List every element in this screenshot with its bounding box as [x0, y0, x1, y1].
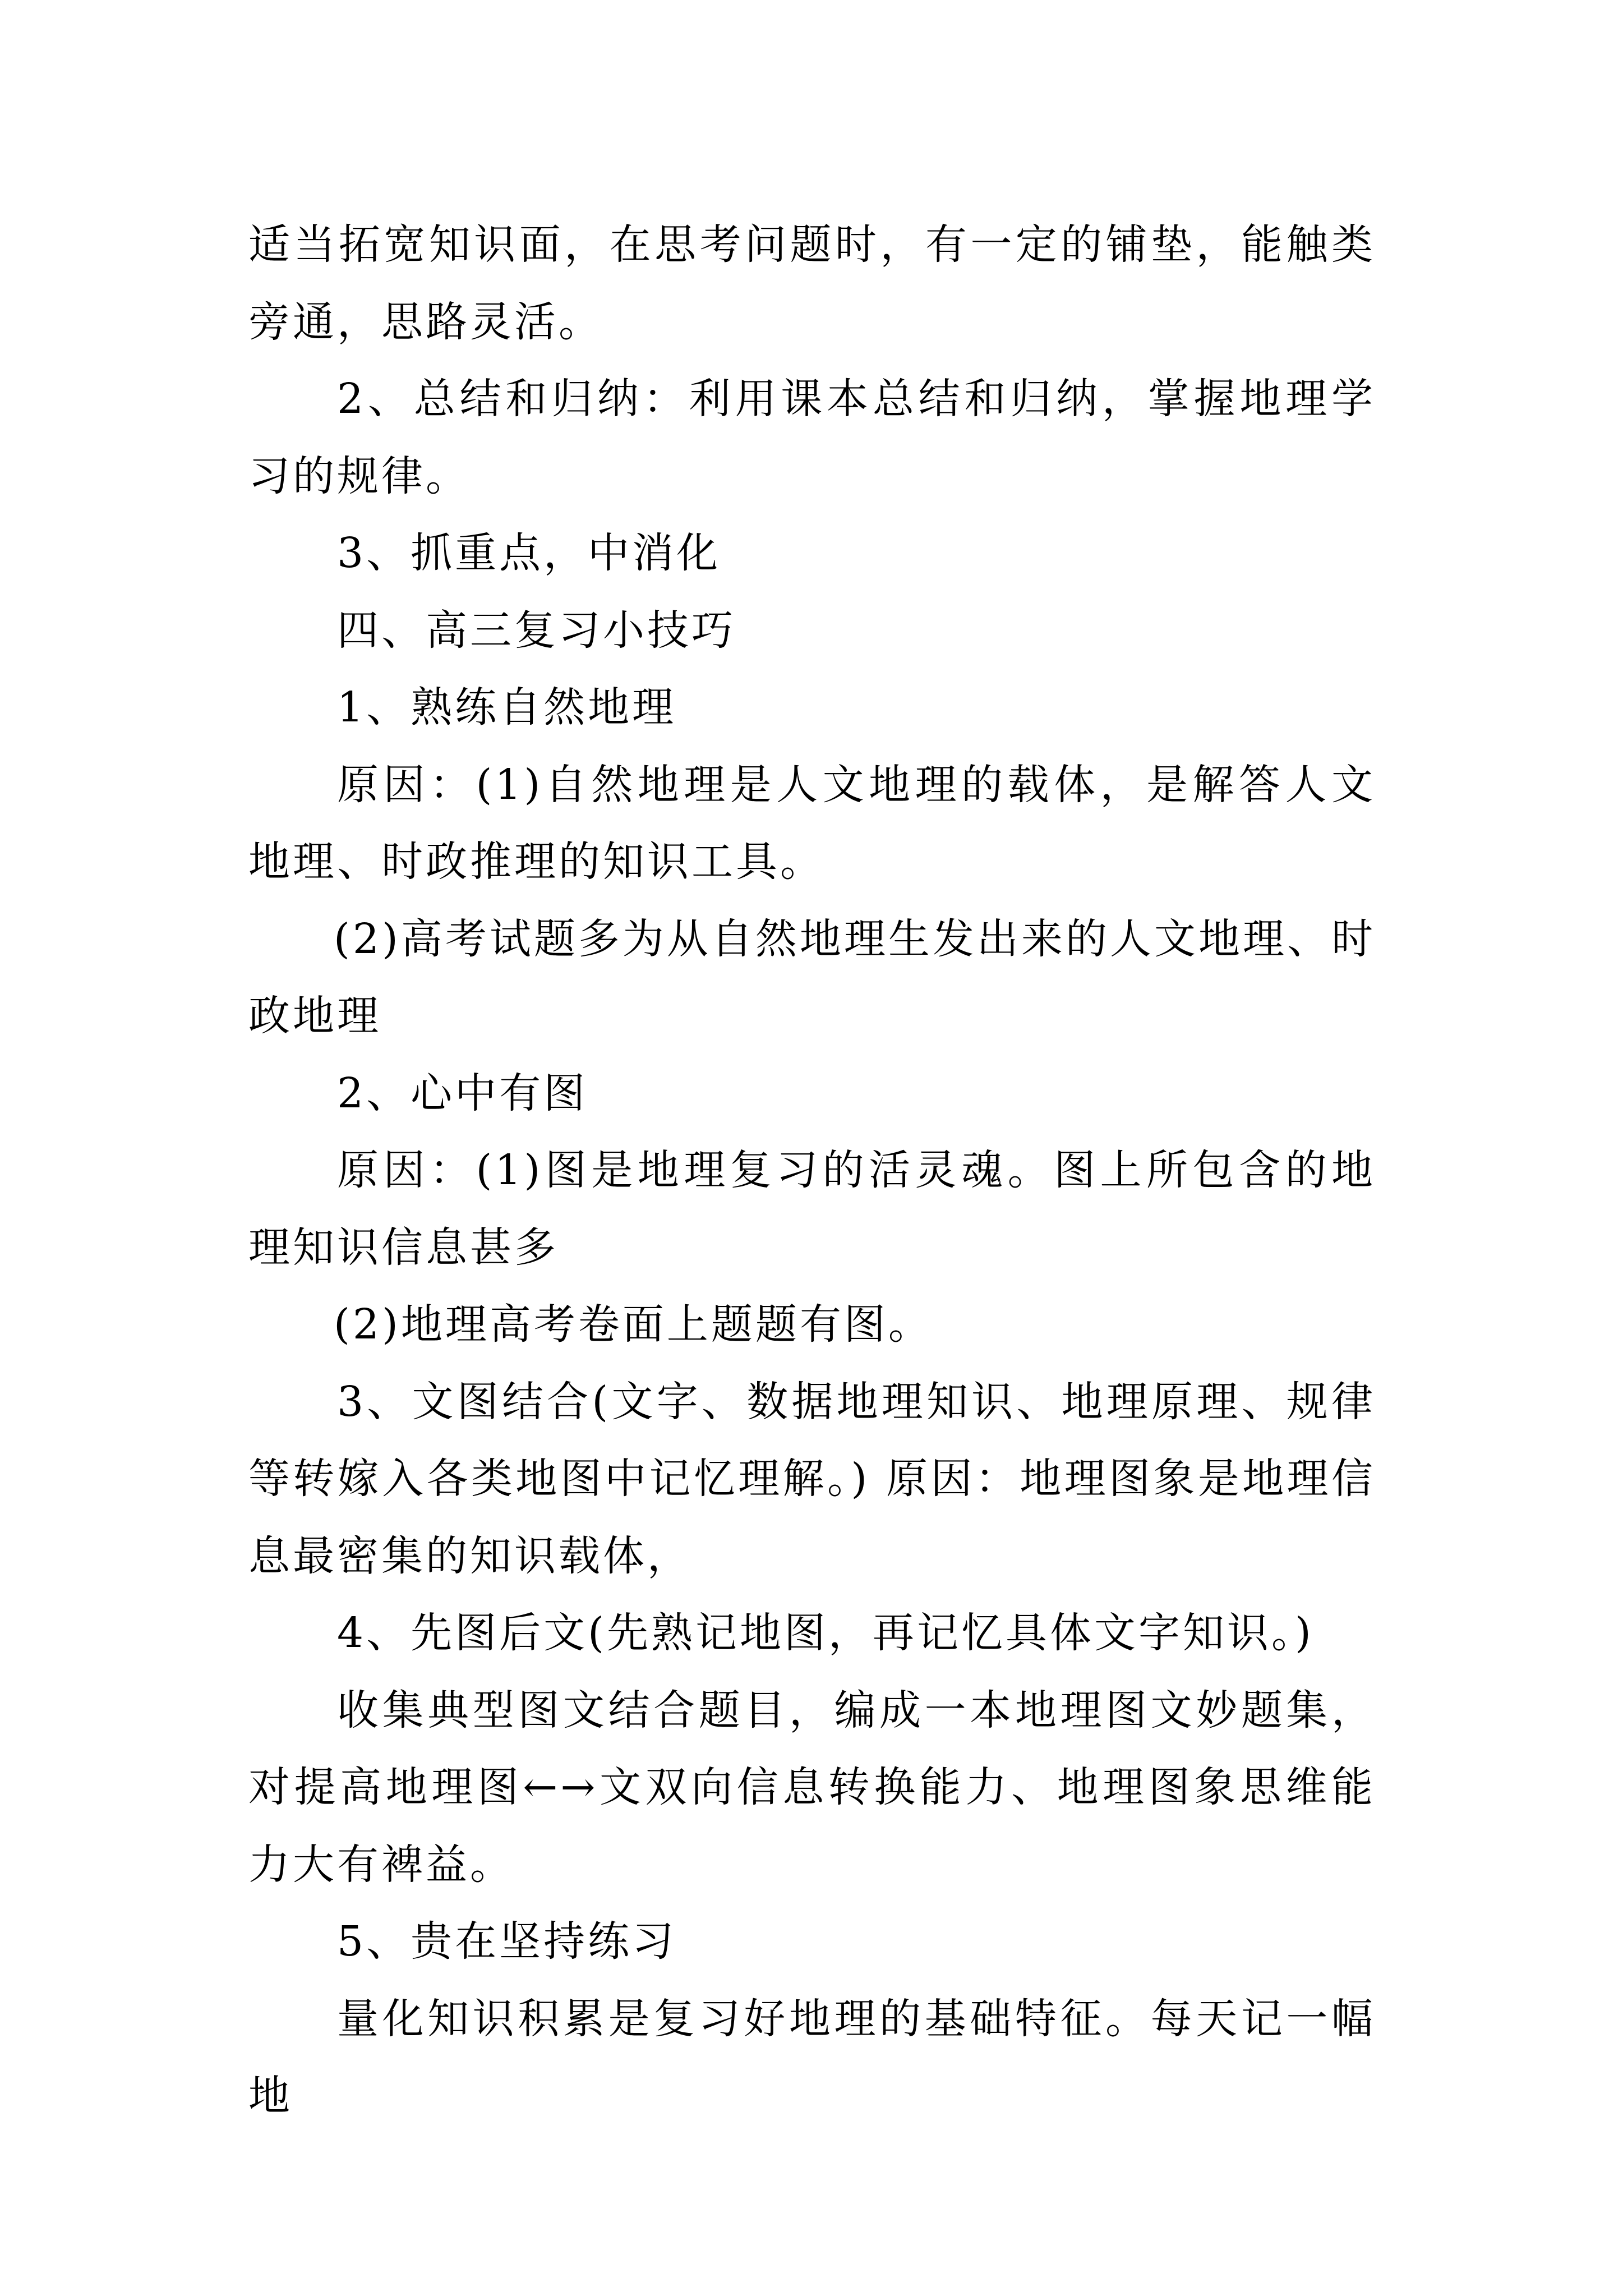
- paragraph-map-reason-2: (2)地理高考卷面上题题有图。: [334, 1300, 933, 1349]
- paragraph-map-reason-1: 原因：(1)图是地理复习的活灵魂。图上所包含的地理知识信息甚多: [248, 1146, 1376, 1272]
- paragraph-key-points: 3、抓重点，中消化: [337, 529, 721, 577]
- tip-heading-maps-in-mind: 2、心中有图: [337, 1069, 588, 1117]
- paragraph-summary-method: 2、总结和归纳：利用课本总结和归纳，掌握地理学习的规律。: [248, 375, 1376, 500]
- paragraph-collect-questions: 收集典型图文结合题目，编成一本地理图文妙题集，对提高地理图←→文双向信息转换能力、地理图象思维能力大有裨益。: [248, 1686, 1376, 1889]
- document-body: [248, 206, 1376, 2135]
- tip-heading-text-map-combination: 3、文图结合(文字、数据地理知识、地理原理、规律等转嫁入各类地图中记忆理解。) 原因：地理图象是地理信息最密集的知识载体，: [248, 1377, 1376, 1580]
- paragraph-knowledge-accumulation: 量化知识积累是复习好地理的基础特征。每天记一幅地: [248, 1994, 1376, 2120]
- tip-heading-physical-geography: 1、熟练自然地理: [337, 683, 677, 731]
- tip-heading-persistence: 5、贵在坚持练习: [337, 1917, 677, 1966]
- section-heading-review-tips: 四、高三复习小技巧: [337, 606, 736, 655]
- tip-heading-map-first: 4、先图后文(先熟记地图，再记忆具体文字知识。): [337, 1609, 1314, 1657]
- paragraph-continued: 适当拓宽知识面，在思考问题时，有一定的铺垫，能触类旁通，思路灵活。: [248, 220, 1376, 346]
- paragraph-reason-2: (2)高考试题多为从自然地理生发出来的人文地理、时政地理: [248, 914, 1376, 1040]
- paragraph-reason-1: 原因：(1)自然地理是人文地理的载体，是解答人文地理、时政推理的知识工具。: [248, 760, 1376, 886]
